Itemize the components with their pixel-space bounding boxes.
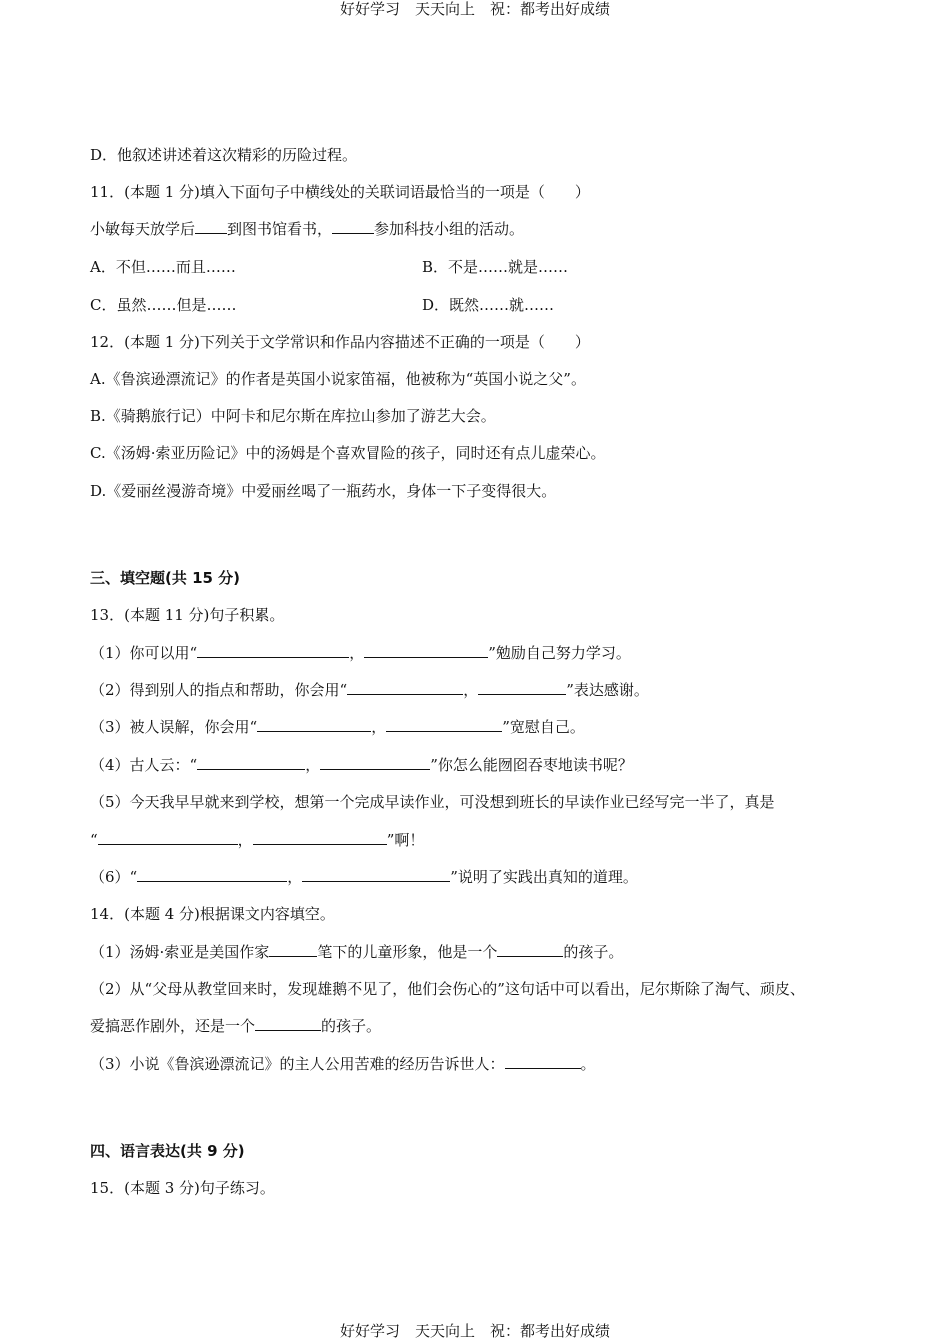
q13-item-1-prefix: （1）你可以用“ (90, 644, 198, 662)
q12-option-b[interactable]: B.《骑鹅旅行记）中阿卡和尼尔斯在库拉山参加了游艺大会。 (90, 407, 496, 425)
q13-item-5-line-2 (90, 830, 424, 850)
q11-option-a[interactable]: A．不但……而且…… (90, 258, 236, 276)
q14-item-2-part-a: 爱搞恶作剧外，还是一个 (90, 1017, 256, 1035)
q13-item-3-blank-1[interactable] (257, 717, 371, 732)
q14-item-3-part-b: 。 (580, 1055, 596, 1073)
q14-item-1 (90, 942, 623, 962)
q14-item-1-part-c: 的孩子。 (563, 943, 624, 961)
q14-item-2-part-b: 的孩子。 (321, 1017, 382, 1035)
q13-item-3-blank-2[interactable] (386, 717, 502, 732)
q11-sentence (90, 219, 524, 239)
q13-item-1-blank-2[interactable] (364, 643, 488, 658)
q14-item-1-blank-1[interactable] (269, 942, 317, 957)
q13-stem: 13．(本题 11 分)句子积累。 (90, 606, 285, 624)
q12-option-d[interactable]: D.《爱丽丝漫游奇境》中爱丽丝喝了一瓶药水，身体一下子变得很大。 (90, 482, 557, 500)
q11-blank-1[interactable] (195, 219, 227, 234)
q13-item-1-blank-1[interactable] (197, 643, 349, 658)
q14-item-2-line-1: （2）从“父母从教堂回来时，发现雄鹅不见了，他们会伤心的”这句话中可以看出，尼尔斯除了淘气、顽皮、 (90, 980, 805, 998)
q13-item-3-suffix: ”宽慰自己。 (502, 718, 585, 736)
q13-item-1-suffix: ”勉励自己努力学习。 (488, 644, 631, 662)
q13-item-1-sep: ， (349, 644, 365, 662)
q13-item-2 (90, 680, 649, 700)
section-3-title: 三、填空题(共 15 分) (90, 569, 241, 587)
q13-item-6 (90, 867, 638, 887)
q11-sentence-part-a: 小敏每天放学后 (90, 220, 196, 238)
q14-item-1-blank-2[interactable] (497, 942, 563, 957)
q13-item-5-line-1: （5）今天我早早就来到学校，想第一个完成早读作业，可没想到班长的早读作业已经写完一半了，真是 (90, 793, 775, 811)
q13-item-4 (90, 755, 633, 775)
q13-item-6-blank-1[interactable] (137, 867, 287, 882)
q10-option-d: D．他叙述讲述着这次精彩的历险过程。 (90, 146, 358, 164)
q11-blank-2[interactable] (332, 219, 374, 234)
q13-item-2-suffix: ”表达感谢。 (566, 681, 649, 699)
q14-item-3 (90, 1054, 596, 1074)
q13-item-5-sep: ， (237, 831, 253, 849)
q13-item-6-suffix: ”说明了实践出真知的道理。 (450, 868, 638, 886)
q11-option-b[interactable]: B．不是……就是…… (422, 258, 569, 276)
q13-item-2-blank-2[interactable] (478, 680, 566, 695)
section-4-title: 四、语言表达(共 9 分) (90, 1142, 245, 1160)
q14-item-2-line-2 (90, 1016, 381, 1036)
q14-item-3-part-a: （3）小说《鲁滨逊漂流记》的主人公用苦难的经历告诉世人： (90, 1055, 505, 1073)
q13-item-2-blank-1[interactable] (347, 680, 463, 695)
q13-item-3-sep: ， (371, 718, 387, 736)
q13-item-4-sep: ， (305, 756, 321, 774)
q13-item-5-open-quote: “ (90, 831, 98, 849)
q13-item-3 (90, 717, 585, 737)
q12-option-a[interactable]: A.《鲁滨逊漂流记》的作者是英国小说家笛福，他被称为“英国小说之父”。 (90, 370, 586, 388)
q14-item-1-part-b: 笔下的儿童形象，他是一个 (317, 943, 498, 961)
q11-option-c[interactable]: C．虽然……但是…… (90, 296, 237, 314)
q13-item-4-blank-1[interactable] (197, 755, 305, 770)
page-header: 好好学习 天天向上 祝：都考出好成绩 (339, 0, 610, 18)
q13-item-4-blank-2[interactable] (320, 755, 430, 770)
q13-item-5-suffix: ”啊！ (386, 831, 425, 849)
q13-item-6-blank-2[interactable] (302, 867, 450, 882)
q14-stem: 14．(本题 4 分)根据课文内容填空。 (90, 905, 335, 923)
q13-item-2-prefix: （2）得到别人的指点和帮助，你会用“ (90, 681, 348, 699)
q11-option-d[interactable]: D．既然……就…… (422, 296, 555, 314)
q13-item-4-prefix: （4）古人云：“ (90, 756, 198, 774)
q13-item-5-blank-2[interactable] (253, 830, 387, 845)
page-footer: 好好学习 天天向上 祝：都考出好成绩 (339, 1322, 610, 1340)
q13-item-1 (90, 643, 631, 663)
q13-item-3-prefix: （3）被人误解，你会用“ (90, 718, 258, 736)
q13-item-5-blank-1[interactable] (98, 830, 238, 845)
q14-item-2-blank[interactable] (255, 1016, 321, 1031)
q11-sentence-part-b: 到图书馆看书， (227, 220, 333, 238)
q13-item-4-suffix: ”你怎么能囫囵吞枣地读书呢？ (430, 756, 633, 774)
q11-sentence-part-c: 参加科技小组的活动。 (374, 220, 525, 238)
q12-stem: 12．(本题 1 分)下列关于文学常识和作品内容描述不正确的一项是（ ） (90, 333, 590, 351)
q11-stem: 11．(本题 1 分)填入下面句子中横线处的关联词语最恰当的一项是（ ） (90, 183, 590, 201)
q14-item-3-blank[interactable] (505, 1054, 581, 1069)
q13-item-6-sep: ， (287, 868, 303, 886)
q13-item-2-sep: ， (463, 681, 479, 699)
q13-item-6-prefix: （6）“ (90, 868, 138, 886)
q15-stem: 15．(本题 3 分)句子练习。 (90, 1179, 275, 1197)
q12-option-c[interactable]: C.《汤姆·索亚历险记》中的汤姆是个喜欢冒险的孩子，同时还有点儿虚荣心。 (90, 444, 606, 462)
q14-item-1-part-a: （1）汤姆·索亚是美国作家 (90, 943, 270, 961)
